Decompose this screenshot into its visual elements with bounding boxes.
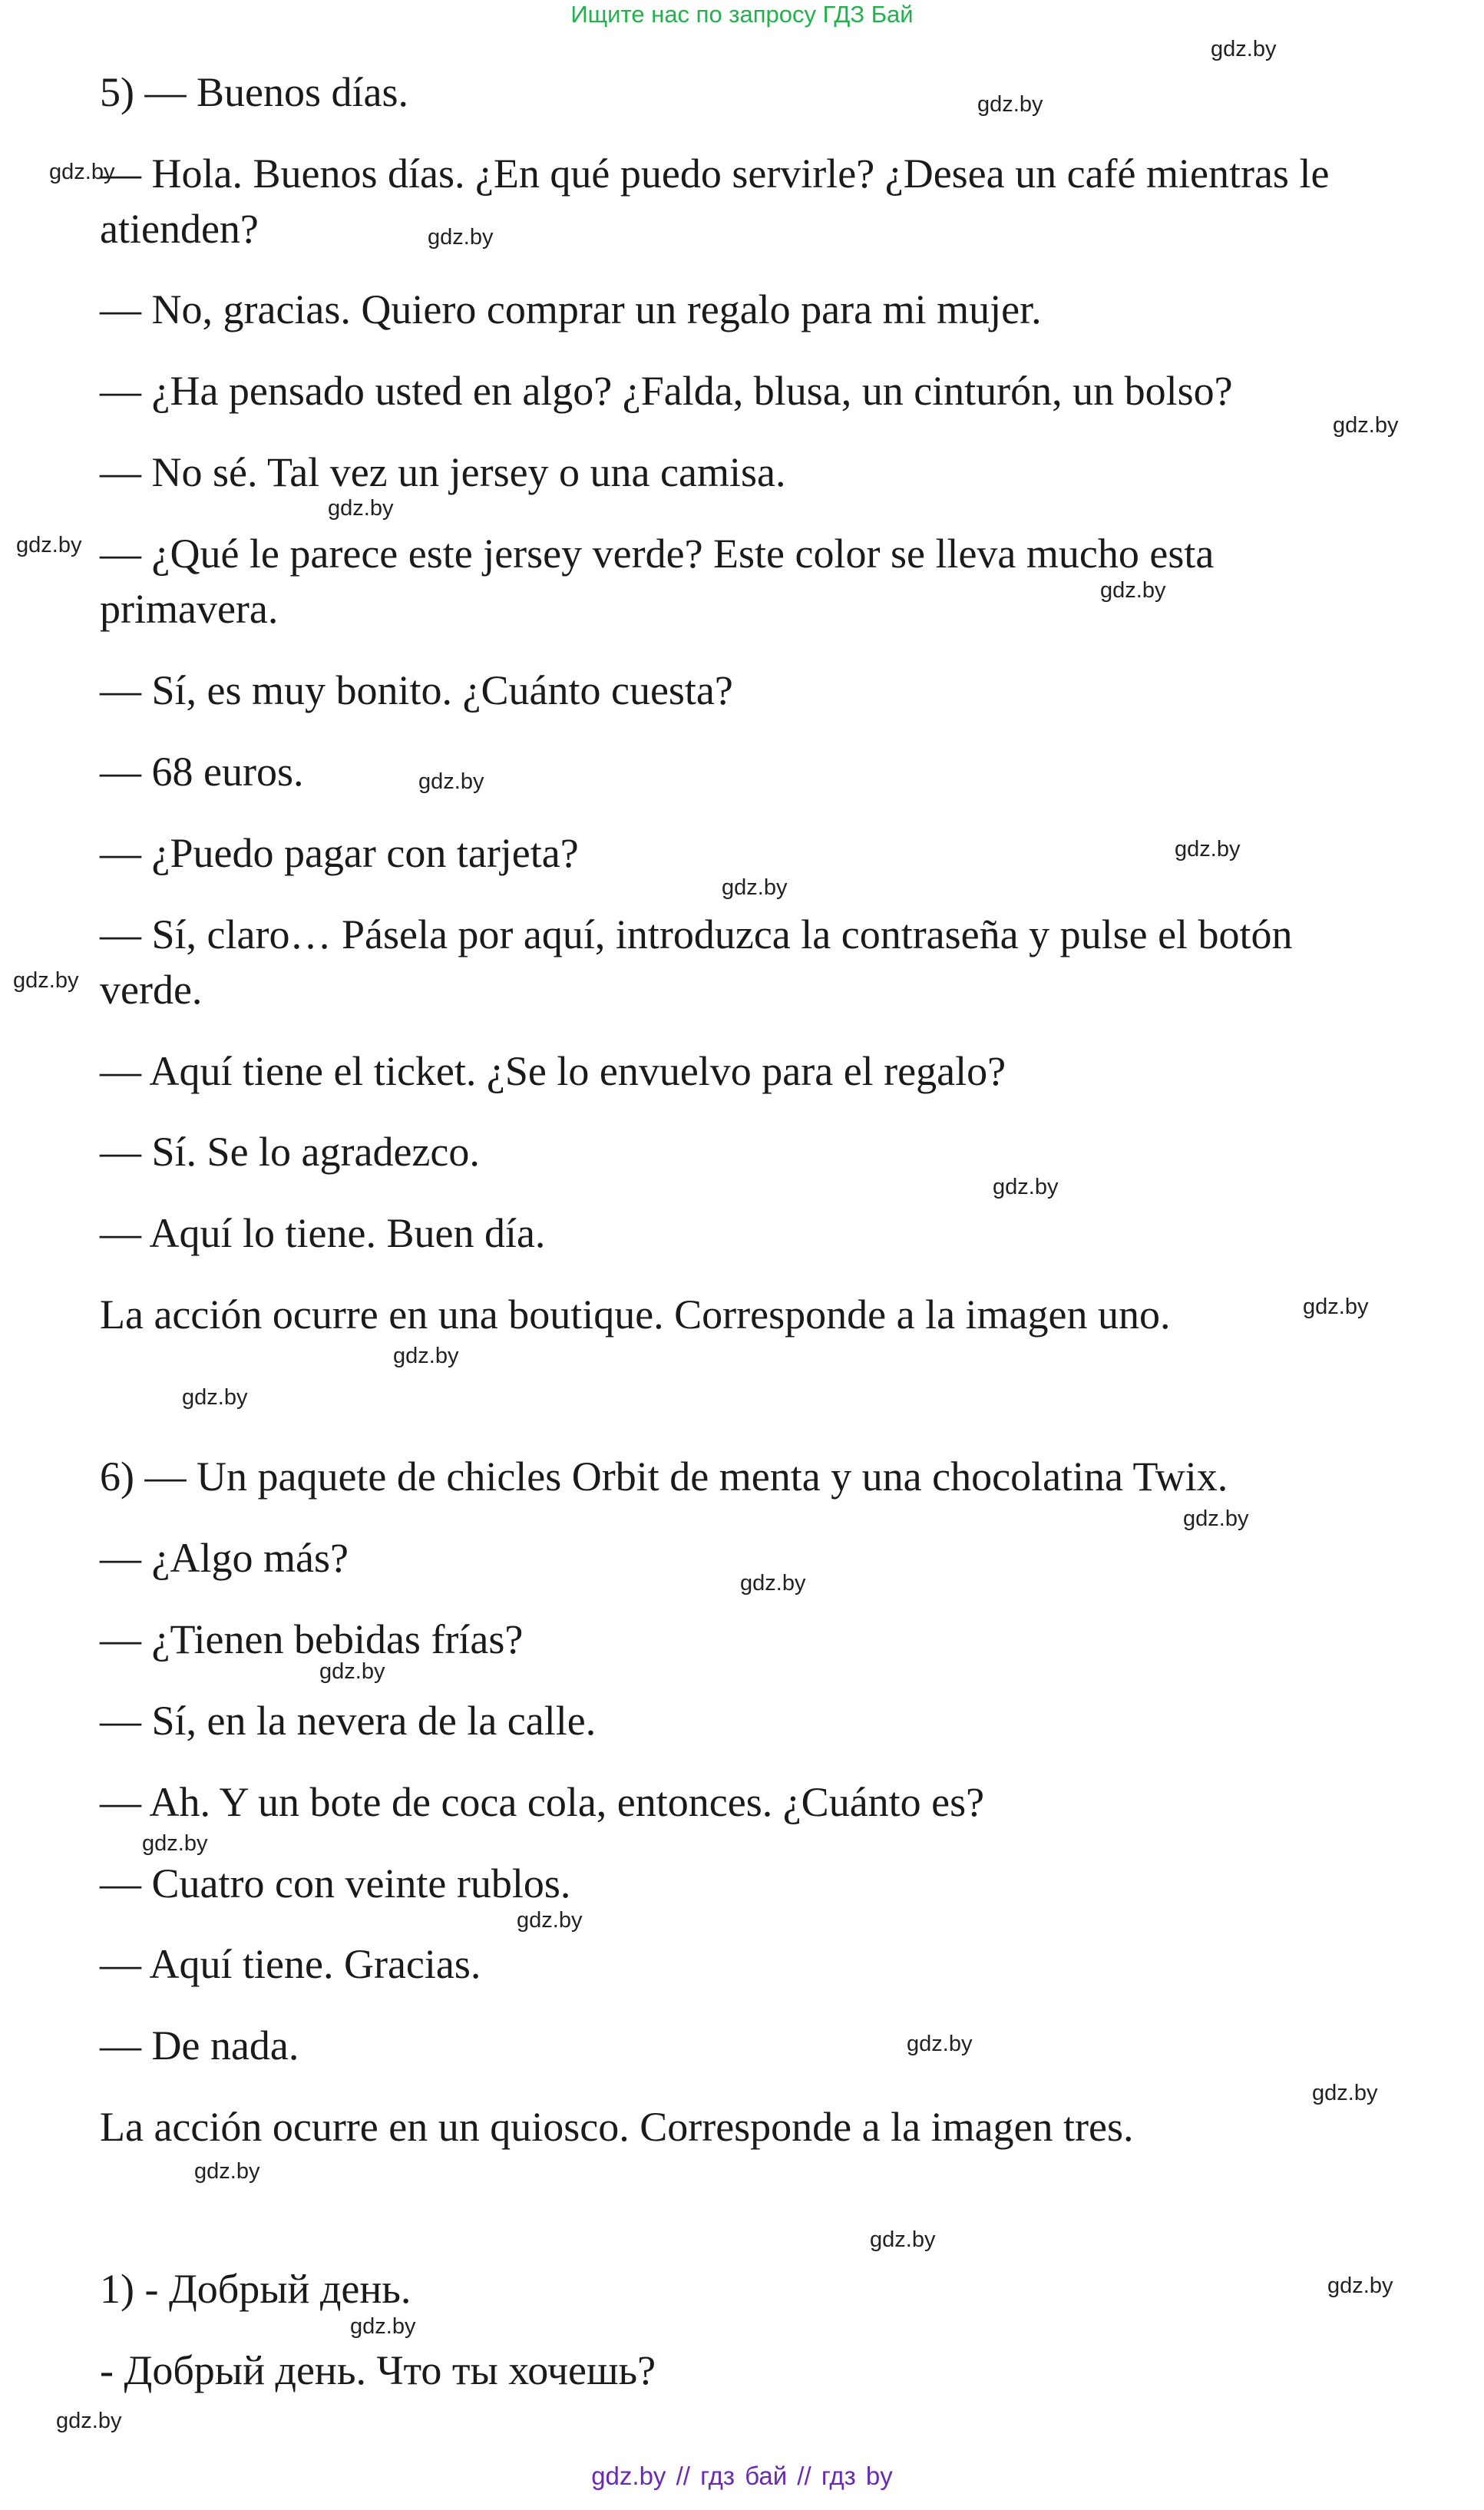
watermark: gdz.by bbox=[319, 1659, 385, 1684]
watermark: gdz.by bbox=[517, 1908, 583, 1933]
watermark: gdz.by bbox=[1303, 1295, 1369, 1319]
dialogue-line: — Aquí lo tiene. Buen día. bbox=[100, 1210, 546, 1256]
watermark: gdz.by bbox=[993, 1175, 1059, 1199]
watermark: gdz.by bbox=[1183, 1506, 1249, 1531]
watermark: gdz.by bbox=[1175, 837, 1241, 861]
dialogue-summary: La acción ocurre en un quiosco. Corresponde a la imagen tres. bbox=[100, 2104, 1134, 2150]
dialogue-line: 5) — Buenos días. bbox=[100, 69, 408, 115]
watermark: gdz.by bbox=[16, 533, 82, 557]
dialogue-line: — Ah. Y un bote de coca cola, entonces. ¿Cuánto es? bbox=[100, 1779, 985, 1825]
dialogue-line: — No, gracias. Quiero comprar un regalo para mi mujer. bbox=[100, 286, 1042, 332]
dialogue-line: verde. bbox=[100, 967, 203, 1013]
dialogue-summary: La acción ocurre en una boutique. Corresponde a la imagen uno. bbox=[100, 1291, 1171, 1338]
watermark: gdz.by bbox=[13, 968, 79, 993]
dialogue-line: - Добрый день. Что ты хочешь? bbox=[100, 2347, 656, 2393]
dialogue-line: — ¿Puedo pagar con tarjeta? bbox=[100, 830, 579, 876]
watermark: gdz.by bbox=[428, 225, 494, 250]
watermark: gdz.by bbox=[1333, 413, 1399, 438]
watermark: gdz.by bbox=[1100, 578, 1166, 603]
watermark: gdz.by bbox=[350, 2314, 416, 2339]
watermark: gdz.by bbox=[1211, 37, 1277, 61]
watermark: gdz.by bbox=[870, 2227, 936, 2252]
watermark: gdz.by bbox=[393, 1344, 459, 1368]
watermark: gdz.by bbox=[49, 160, 115, 184]
watermark: gdz.by bbox=[907, 2032, 973, 2056]
watermark: gdz.by bbox=[1327, 2274, 1393, 2298]
dialogue-line: — Sí, en la nevera de la calle. bbox=[100, 1698, 597, 1744]
dialogue-line: — ¿Tienen bebidas frías? bbox=[100, 1616, 524, 1662]
watermark: gdz.by bbox=[722, 875, 788, 900]
dialogue-line: primavera. bbox=[100, 586, 279, 632]
watermark: gdz.by bbox=[977, 92, 1043, 117]
dialogue-line: — Cuatro con veinte rublos. bbox=[100, 1860, 571, 1906]
watermark: gdz.by bbox=[56, 2409, 122, 2433]
watermark: gdz.by bbox=[142, 1831, 208, 1856]
dialogue-line: — ¿Ha pensado usted en algo? ¿Falda, blusa, un cinturón, un bolso? bbox=[100, 368, 1233, 414]
dialogue-line: atienden? bbox=[100, 206, 259, 252]
watermark: gdz.by bbox=[182, 1385, 248, 1410]
dialogue-line: — Sí. Se lo agradezco. bbox=[100, 1129, 480, 1175]
dialogue-line: — 68 euros. bbox=[100, 749, 304, 795]
dialogue-line: — Hola. Buenos días. ¿En qué puedo servirle? ¿Desea un café mientras le bbox=[100, 150, 1330, 197]
search-hint-banner: Ищите нас по запросу ГДЗ Бай bbox=[570, 1, 914, 28]
footer-links[interactable]: gdz.by // гдз бай // гдз by bbox=[591, 2462, 893, 2490]
dialogue-line: — Aquí tiene. Gracias. bbox=[100, 1941, 481, 1987]
watermark: gdz.by bbox=[740, 1571, 806, 1596]
dialogue-line: — ¿Qué le parece este jersey verde? Este color se lleva mucho esta bbox=[100, 531, 1215, 577]
watermark: gdz.by bbox=[328, 496, 394, 521]
dialogue-line: — Sí, es muy bonito. ¿Cuánto cuesta? bbox=[100, 667, 733, 713]
dialogue-line: — Aquí tiene el ticket. ¿Se lo envuelvo para el regalo? bbox=[100, 1048, 1006, 1094]
dialogue-line: 6) — Un paquete de chicles Orbit de menta y una chocolatina Twix. bbox=[100, 1453, 1228, 1500]
watermark: gdz.by bbox=[1312, 2081, 1378, 2105]
dialogue-line: — De nada. bbox=[100, 2022, 299, 2069]
dialogue-line: — No sé. Tal vez un jersey o una camisa. bbox=[100, 449, 786, 495]
dialogue-line: 1) - Добрый день. bbox=[100, 2266, 411, 2312]
dialogue-line: — Sí, claro… Pásela por aquí, introduzca la contraseña y pulse el botón bbox=[100, 911, 1293, 957]
watermark: gdz.by bbox=[194, 2159, 260, 2184]
dialogue-line: — ¿Algo más? bbox=[100, 1535, 349, 1581]
watermark: gdz.by bbox=[418, 769, 484, 794]
